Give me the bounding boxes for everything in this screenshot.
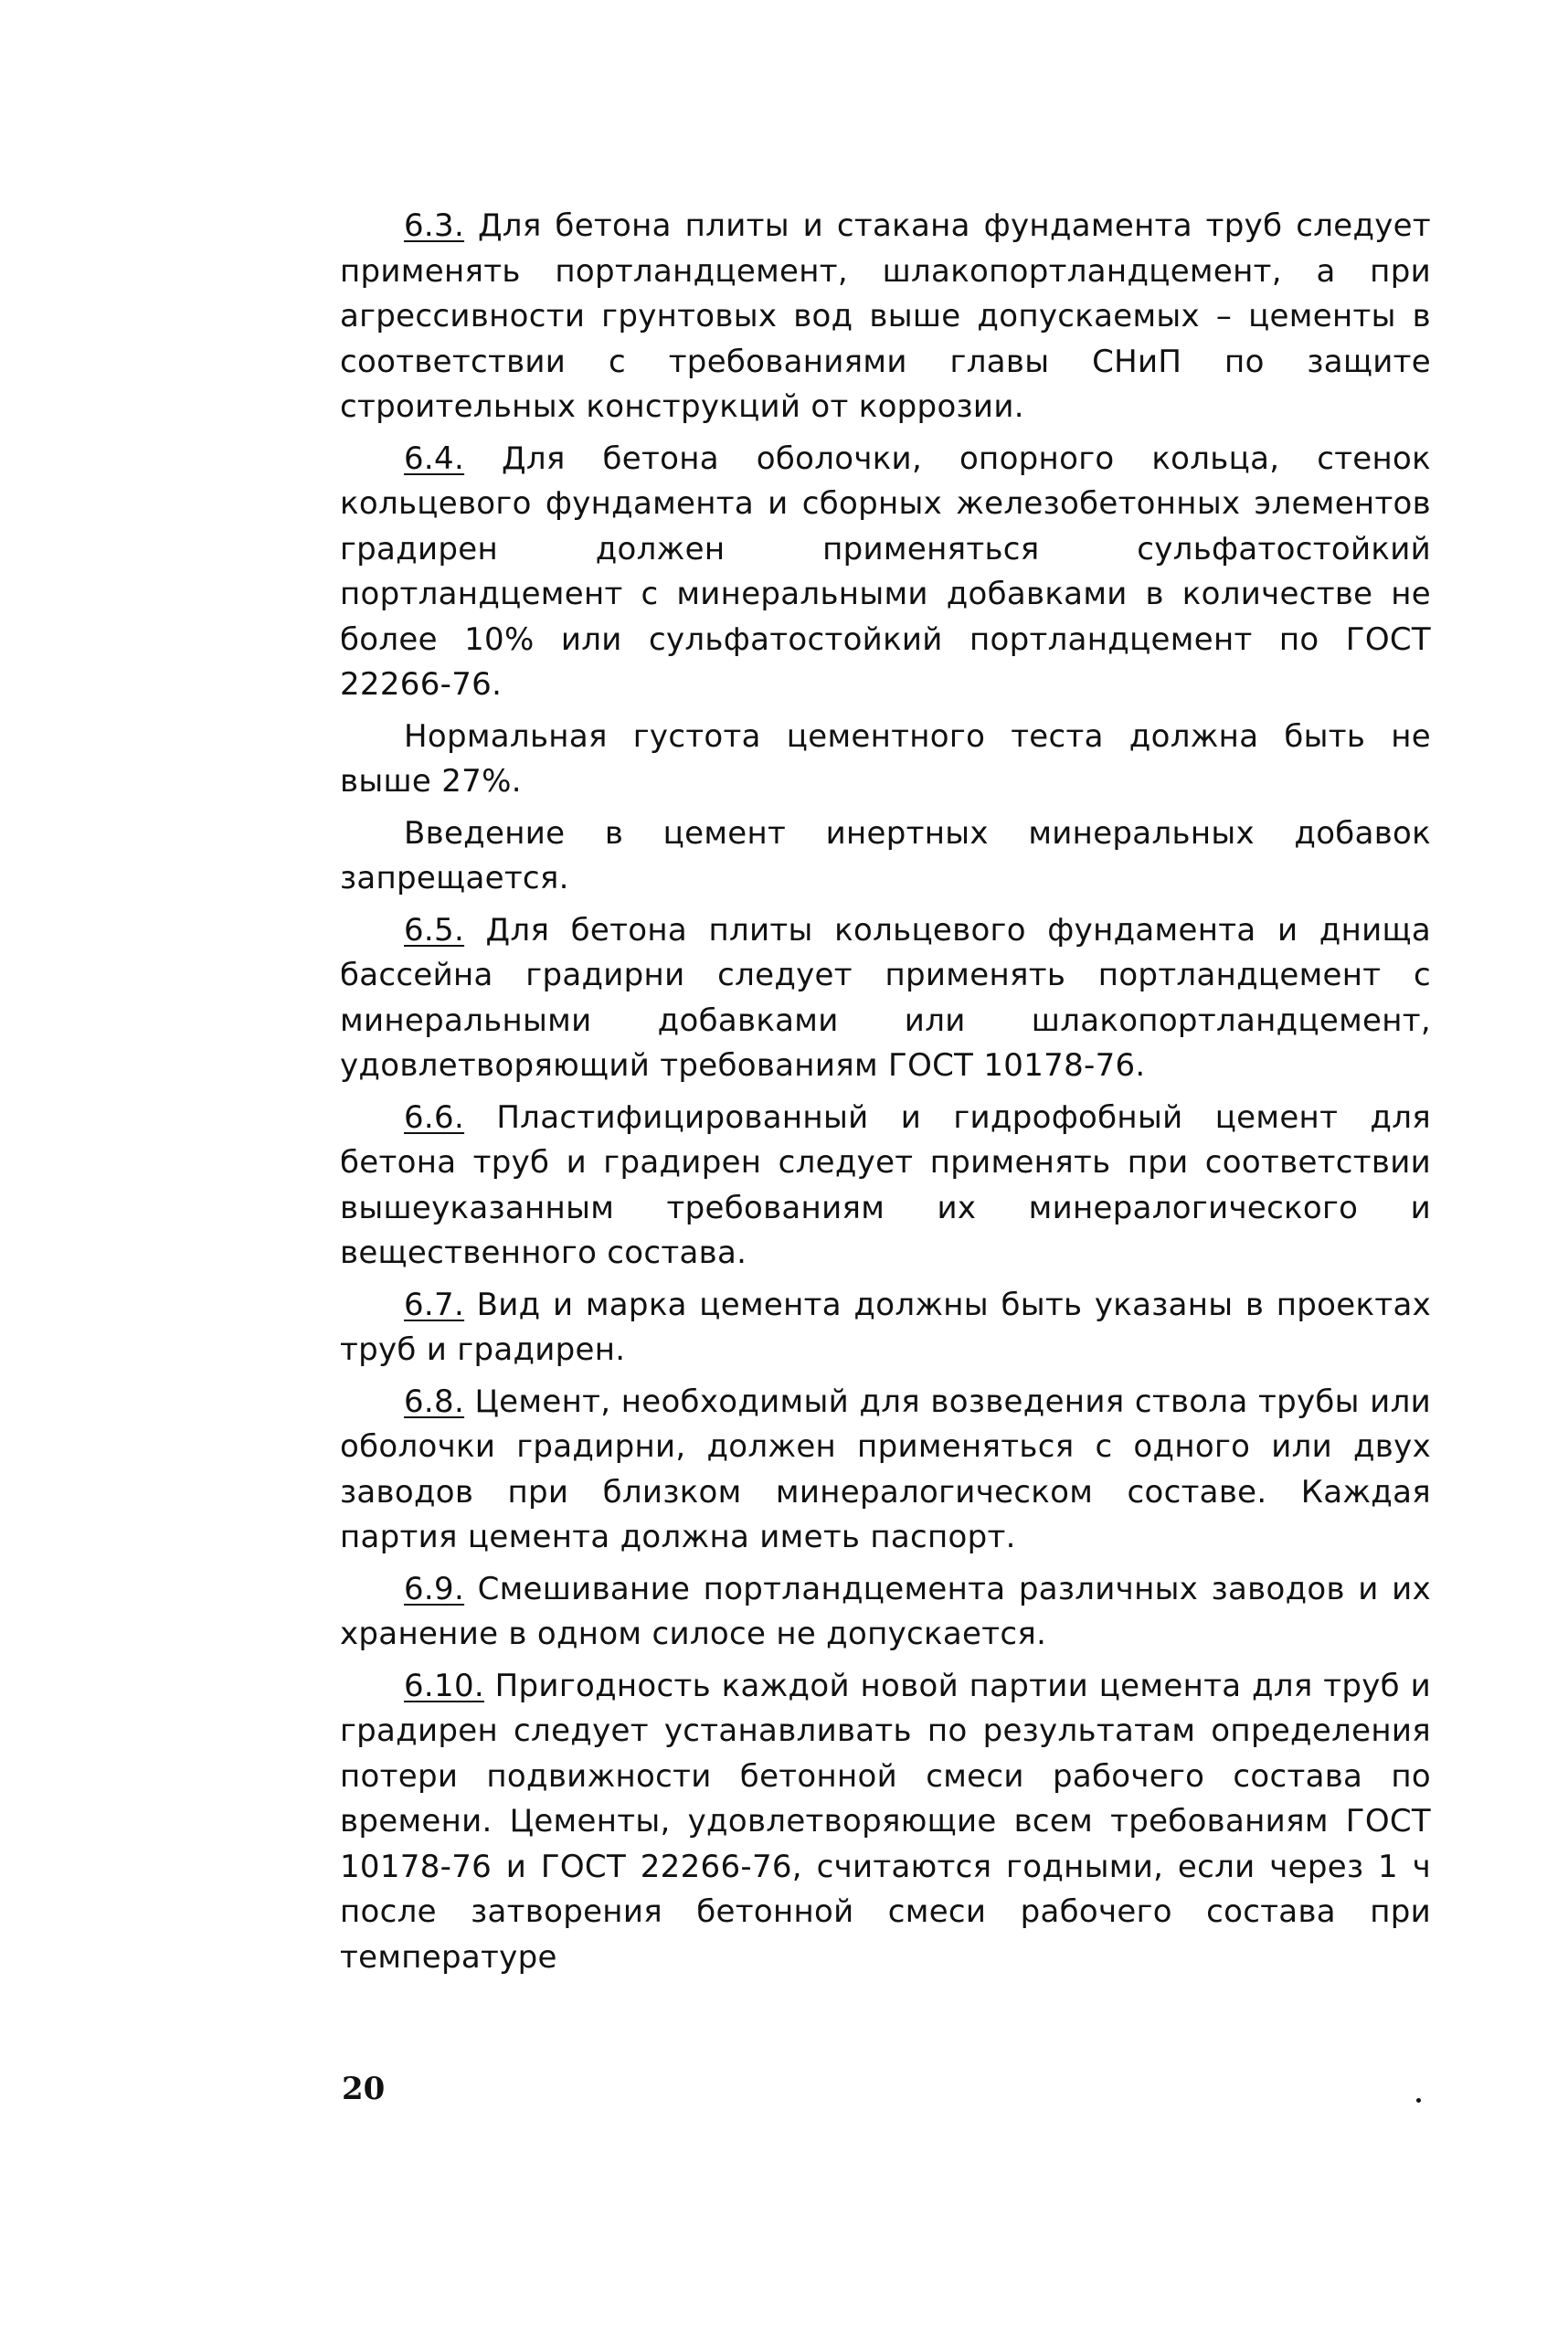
paragraph-additives: [340, 811, 1431, 902]
paragraph-normal-density: [340, 715, 1431, 805]
paragraph-text: Пластифицированный и гидрофобный цемент для бетона труб и градирен следует применять при соответствии вышеуказанным требованиям их минералогического и вещественного состава.: [340, 1098, 1431, 1271]
page-number: 20: [342, 2071, 386, 2107]
paragraph-6-3: [340, 204, 1431, 430]
paragraph-text: Для бетона оболочки, опорного кольца, стенок кольцевого фундамента и сборных железобетонных элементов градирен должен применяться сульфатостойкий портландцемент с минеральными добавками в количестве не более 10% или сульфатостойкий портландцемент по ГОСТ 22266-76.: [340, 440, 1431, 703]
paragraph-text: Введение в цемент инертных минеральных добавок запрещается.: [340, 814, 1431, 896]
paragraph-6-5: [340, 908, 1431, 1089]
paragraph-text: Для бетона плиты кольцевого фундамента и днища бассейна градирни следует применять портландцемент с минеральными добавками или шлакопортландцемент, удовлетворяющий требованиям ГОСТ 10178-76.: [340, 911, 1431, 1084]
section-number: 6.10.: [404, 1667, 485, 1704]
section-number: 6.5.: [404, 911, 465, 949]
section-number: 6.8.: [404, 1383, 465, 1420]
paragraph-6-9: [340, 1567, 1431, 1658]
paragraph-text: Цемент, необходимый для возведения ствола трубы или оболочки градирни, должен применяться с одного или двух заводов при близком минералогическом составе. Каждая партия цемента должна иметь паспорт.: [340, 1383, 1431, 1555]
body-text: [340, 204, 1431, 1987]
paragraph-text: Нормальная густота цементного теста должна быть не выше 27%.: [340, 717, 1431, 800]
paragraph-text: Смешивание портландцемента различных заводов и их хранение в одном силосе не допускается.: [340, 1570, 1431, 1652]
paragraph-text: Пригодность каждой новой партии цемента для труб и градирен следует устанавливать по результатам определения потери подвижности бетонной смеси рабочего состава по времени. Цементы, удовлетворяющие всем требованиям ГОСТ 10178-76 и ГОСТ 22266-76, считаются годными, если через 1 ч после затворения бетонной смеси рабочего состава при температуре: [340, 1667, 1431, 1976]
paragraph-6-6: [340, 1096, 1431, 1277]
paragraph-6-4: [340, 437, 1431, 708]
paragraph-6-7: [340, 1283, 1431, 1373]
section-number: 6.9.: [404, 1570, 465, 1607]
section-number: 6.4.: [404, 440, 465, 477]
paragraph-6-10: [340, 1664, 1431, 1981]
section-number: 6.6.: [404, 1098, 465, 1136]
paragraph-text: Вид и марка цемента должны быть указаны в проектах труб и градирен.: [340, 1286, 1431, 1368]
paragraph-6-8: [340, 1380, 1431, 1561]
section-number: 6.3.: [404, 207, 465, 244]
scan-speck: [1416, 2098, 1421, 2103]
paragraph-text: Для бетона плиты и стакана фундамента труб следует применять портландцемент, шлакопортландцемент, а при агрессивности грунтовых вод выше допускаемых – цементы в соответствии с требованиями главы СНиП по защите строительных конструкций от коррозии.: [340, 207, 1431, 425]
section-number: 6.7.: [404, 1286, 465, 1323]
